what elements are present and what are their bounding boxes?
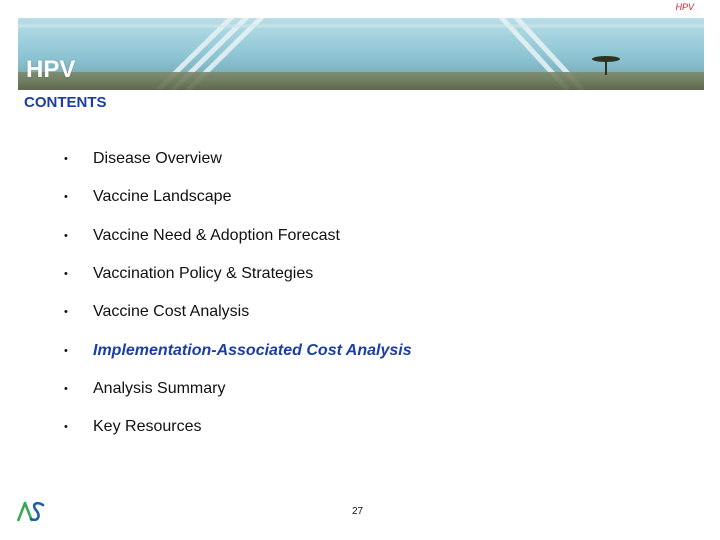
bullet-icon: • (64, 153, 68, 166)
bullet-icon: • (64, 421, 68, 434)
toc-item[interactable] (60, 217, 620, 255)
toc-item[interactable] (60, 293, 620, 331)
table-of-contents (60, 140, 620, 446)
as-logo-icon (16, 500, 46, 529)
section-title: CONTENTS (24, 94, 107, 111)
bullet-icon: • (64, 191, 68, 204)
toc-item-label: Vaccine Cost Analysis (93, 303, 250, 321)
bullet-icon: • (64, 268, 68, 281)
header-banner-image (18, 18, 704, 90)
toc-item-label: Vaccination Policy & Strategies (93, 265, 314, 283)
toc-item-label: Vaccine Need & Adoption Forecast (93, 226, 340, 244)
bullet-icon: • (64, 306, 68, 319)
toc-item-label: Disease Overview (93, 150, 222, 168)
toc-item[interactable] (60, 331, 620, 369)
toc-item-label: Analysis Summary (93, 379, 226, 397)
toc-item-label: Vaccine Landscape (93, 188, 232, 206)
toc-item[interactable] (60, 370, 620, 408)
bullet-icon: • (64, 229, 68, 242)
acacia-tree-icon (590, 54, 622, 76)
bullet-icon: • (64, 382, 68, 395)
toc-item[interactable] (60, 408, 620, 446)
bullet-icon: • (64, 344, 68, 357)
toc-item[interactable] (60, 255, 620, 293)
toc-item-label: Implementation-Associated Cost Analysis (93, 341, 412, 359)
toc-item[interactable] (60, 178, 620, 216)
toc-item[interactable] (60, 140, 620, 178)
page-number: 27 (352, 506, 364, 517)
page-title: HPV (26, 56, 76, 83)
header-tag: HPV (675, 2, 694, 12)
toc-item-label: Key Resources (93, 418, 202, 436)
